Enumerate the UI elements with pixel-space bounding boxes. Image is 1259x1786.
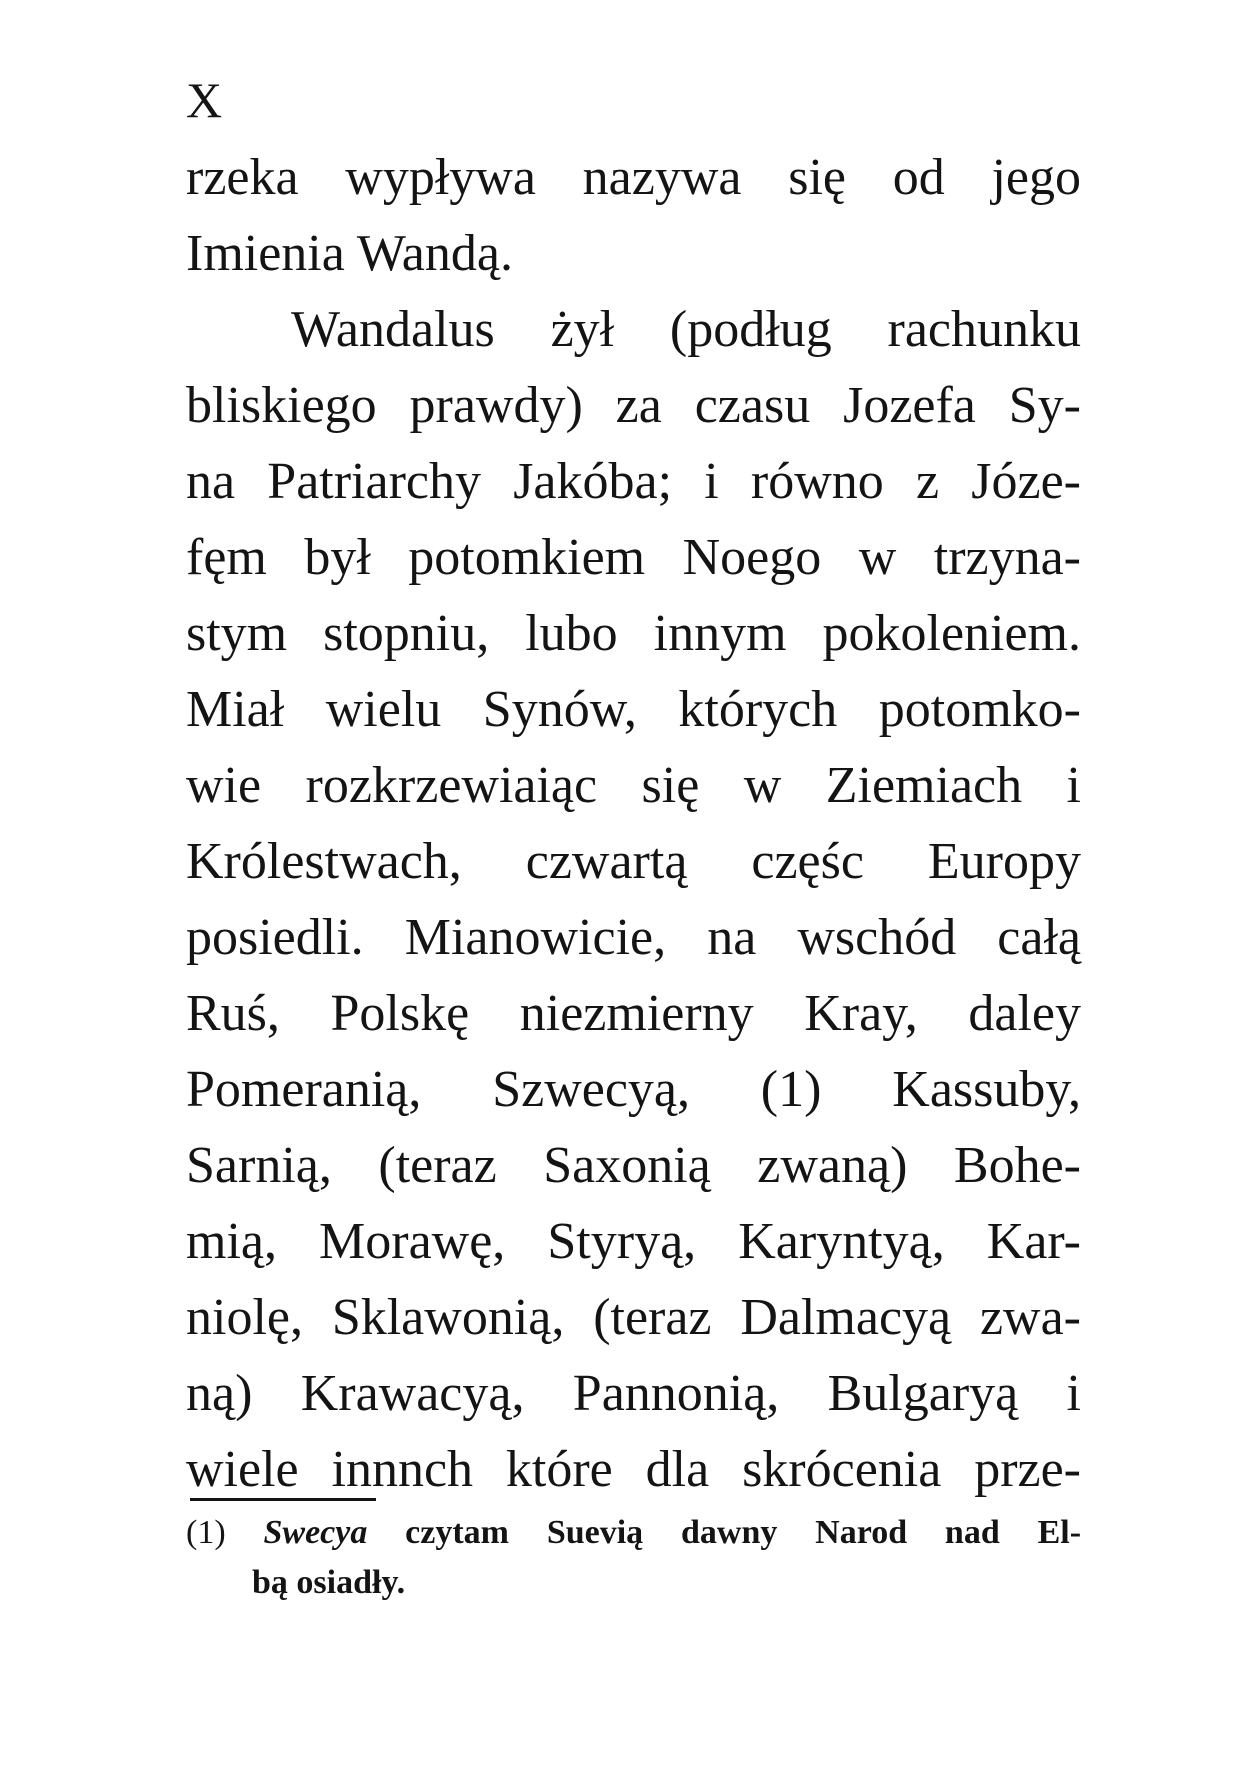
main-text	[186, 140, 1081, 1508]
text-line: stym stopniu, lubo innym pokoleniem.	[186, 605, 1081, 662]
text-line: wie rozkrzewiaiąc się w Ziemiach i	[186, 757, 1081, 814]
footnote-line: bą osiadły.	[252, 1564, 406, 1601]
text-line: mią, Morawę, Styryą, Karyntyą, Kar-	[186, 1213, 1081, 1270]
footnote-marker: (1)	[186, 1514, 226, 1551]
footnote-text: czytam Suevią dawny Narod nad El-	[405, 1514, 1082, 1551]
page-number: X	[186, 72, 223, 128]
text-line: posiedli. Mianowicie, na wschód całą	[186, 909, 1081, 966]
text-line: niolę, Sklawonią, (teraz Dalmacyą zwa-	[186, 1289, 1081, 1346]
text-line: na Patriarchy Jakóba; i równo z Józe-	[186, 453, 1081, 510]
text-line: Królestwach, czwartą częśc Europy	[186, 833, 1081, 890]
text-line: Imienia Wandą.	[186, 225, 513, 282]
text-line: rzeka wypływa nazywa się od jego	[186, 149, 1081, 206]
text-line: Ruś, Polskę niezmierny Kray, daley	[186, 985, 1081, 1042]
text-line: wiele innnch które dla skrócenia prze-	[186, 1441, 1081, 1498]
text-line: ną) Krawacyą, Pannonią, Bulgaryą i	[186, 1365, 1081, 1422]
text-line: Sarnią, (teraz Saxonią zwaną) Bohe-	[186, 1137, 1081, 1194]
footnote-term: Swecya	[263, 1514, 368, 1551]
text-line: Pomeranią, Szwecyą, (1) Kassuby,	[186, 1061, 1081, 1118]
footnote-line	[186, 1508, 1081, 1558]
text-line: Wandalus żył (podług rachunku	[291, 301, 1081, 358]
text-line: Miał wielu Synów, których potomko-	[186, 681, 1081, 738]
text-line: bliskiego prawdy) za czasu Jozefa Sy-	[186, 377, 1081, 434]
footnote	[186, 1508, 1081, 1608]
text-line: fęm był potomkiem Noego w trzyna-	[186, 529, 1081, 586]
footnote-rule	[190, 1498, 376, 1501]
